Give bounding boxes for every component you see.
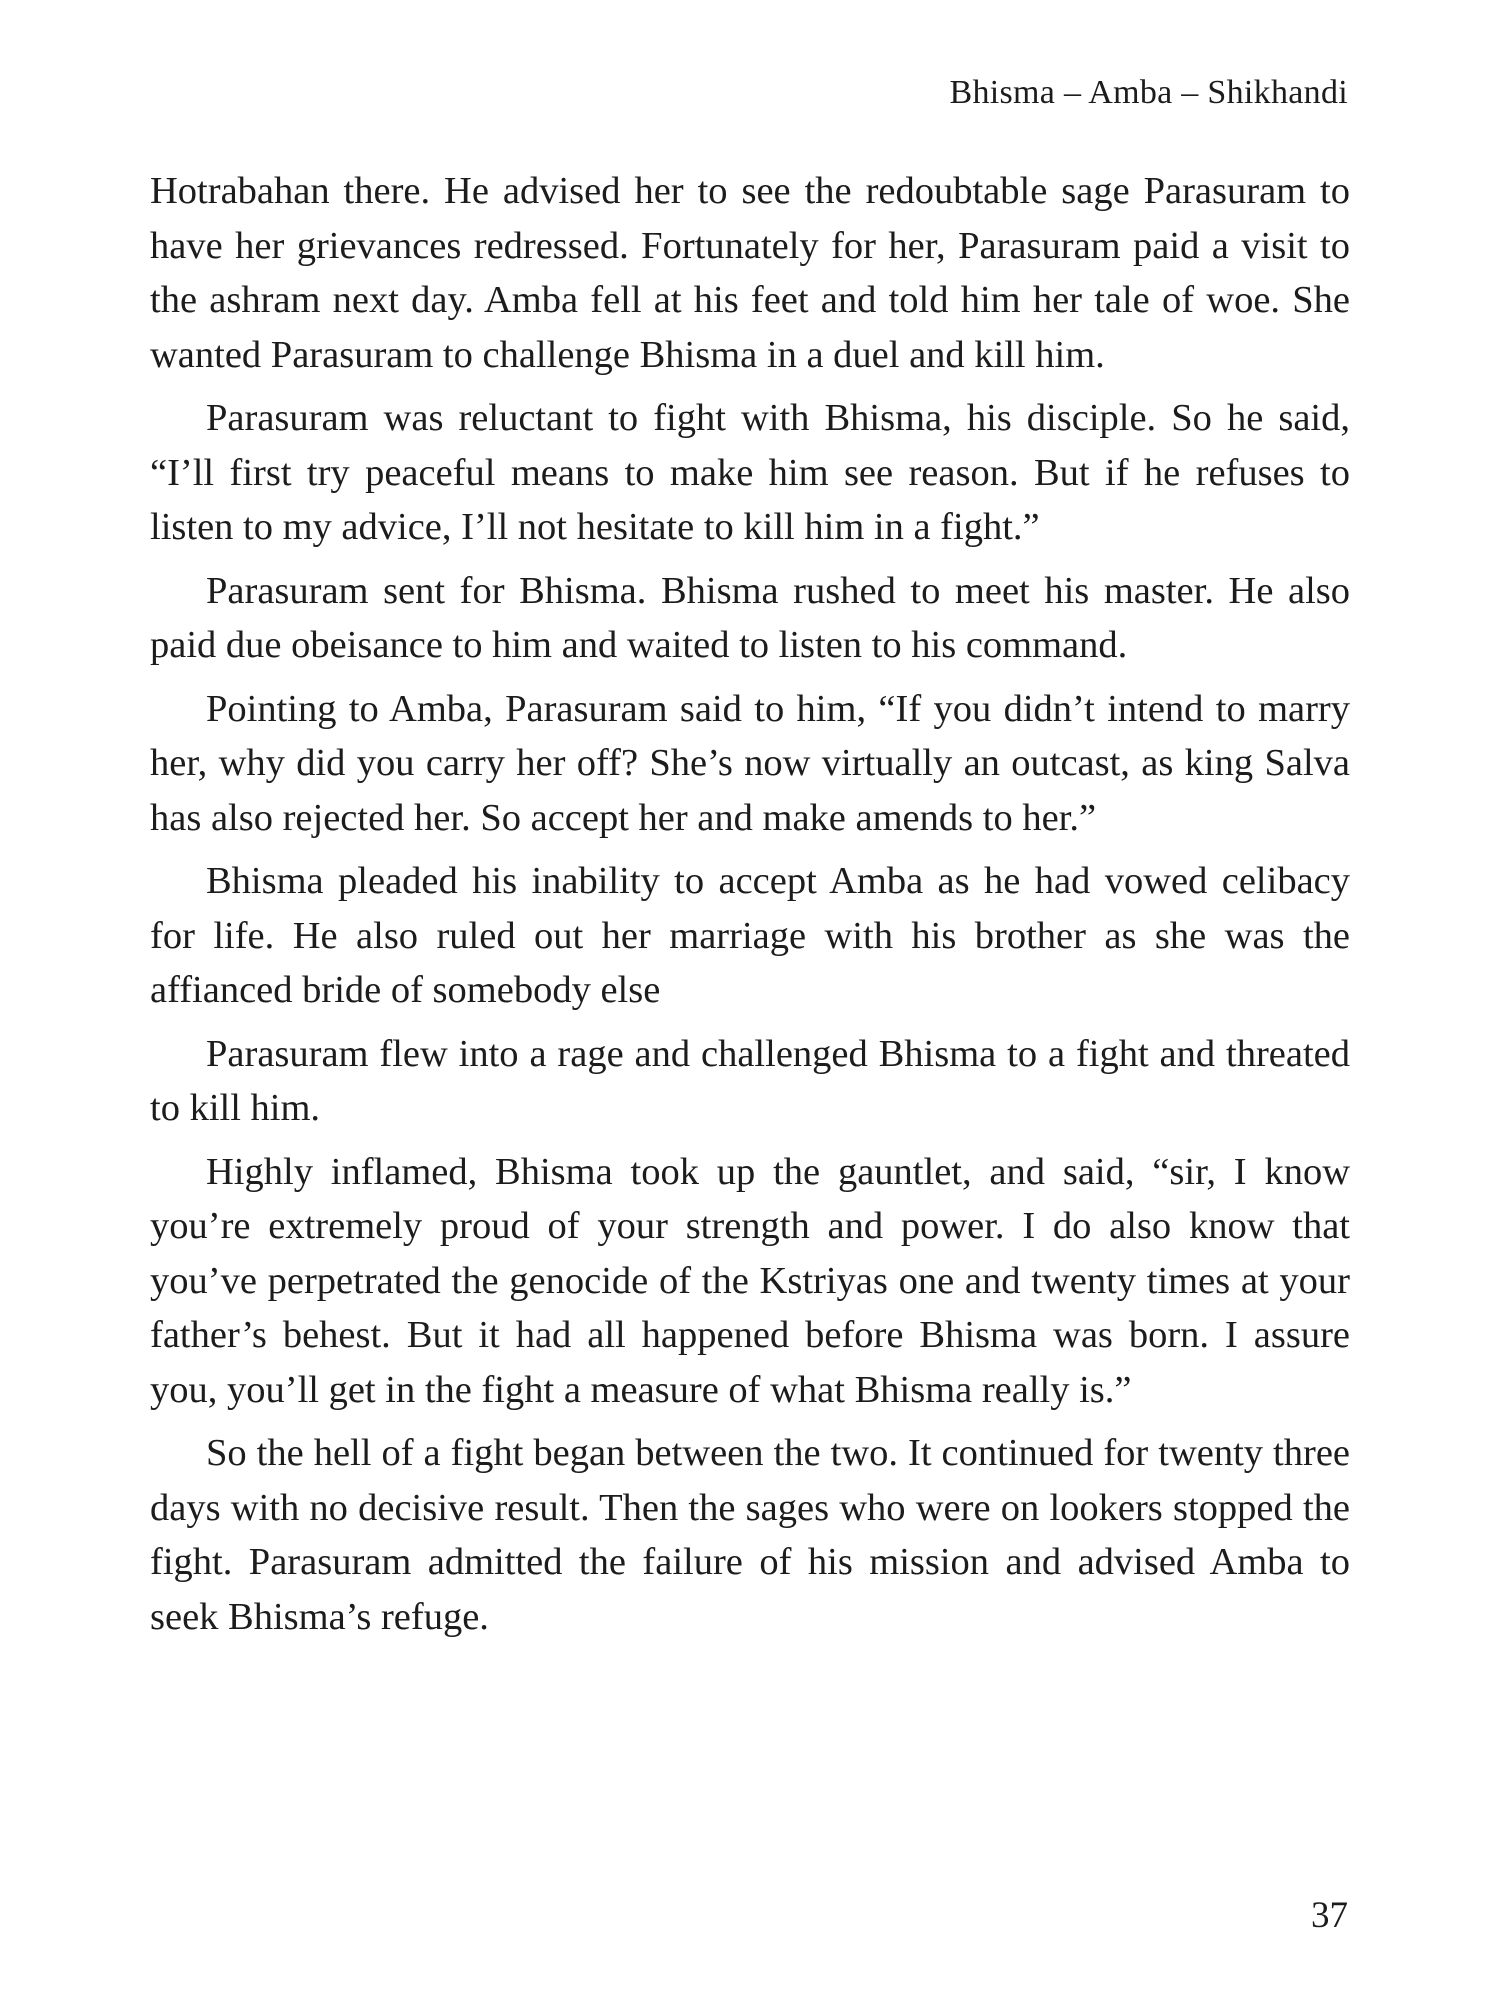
paragraph: Parasuram flew into a rage and challenged Bhisma to a fight and threated to kill him.	[150, 1032, 1350, 1129]
page-body	[150, 164, 1350, 1653]
paragraph: Bhisma pleaded his inability to accept Amba as he had vowed celibacy for life. He also ruled out her marriage with his brother as she was the affianced bride of somebody else	[150, 860, 1350, 1011]
running-header: Bhisma – Amba – Shikhandi	[949, 74, 1348, 111]
paragraph: So the hell of a fight began between the two. It continued for twenty three days with no decisive result. Then the sages who were on lookers stopped the fight. Parasuram admitted the failure of his mission and advised Amba to seek Bhisma’s refuge.	[150, 1432, 1350, 1638]
paragraph: Parasuram was reluctant to fight with Bhisma, his disciple. So he said, “I’ll first try peaceful means to make him see reason. But if he refuses to listen to my advice, I’ll not hesitate to kill him in a fight.”	[150, 397, 1350, 548]
page-number: 37	[1311, 1895, 1348, 1936]
paragraph: Pointing to Amba, Parasuram said to him, “If you didn’t intend to marry her, why did you carry her off? She’s now virtually an outcast, as king Salva has also rejected her. So accept her and make amends to her.”	[150, 687, 1350, 839]
paragraph: Highly inflamed, Bhisma took up the gauntlet, and said, “sir, I know you’re extremely proud of your strength and power. I do also know that you’ve perpetrated the genocide of the Kstriyas one and twenty times at your father’s behest. But it had all happened before Bhisma was born. I assure you, you’ll get in the fight a measure of what Bhisma really is.”	[150, 1150, 1350, 1411]
paragraph-continued: Hotrabahan there. He advised her to see the redoubtable sage Parasuram to have her grievances redressed. Fortunately for her, Parasuram paid a visit to the ashram next day. Amba fell at his feet and told him her tale of woe. She wanted Parasuram to challenge Bhisma in a duel and kill him.	[150, 170, 1350, 376]
paragraph: Parasuram sent for Bhisma. Bhisma rushed to meet his master. He also paid due obeisance to him and waited to listen to his command.	[150, 569, 1350, 666]
